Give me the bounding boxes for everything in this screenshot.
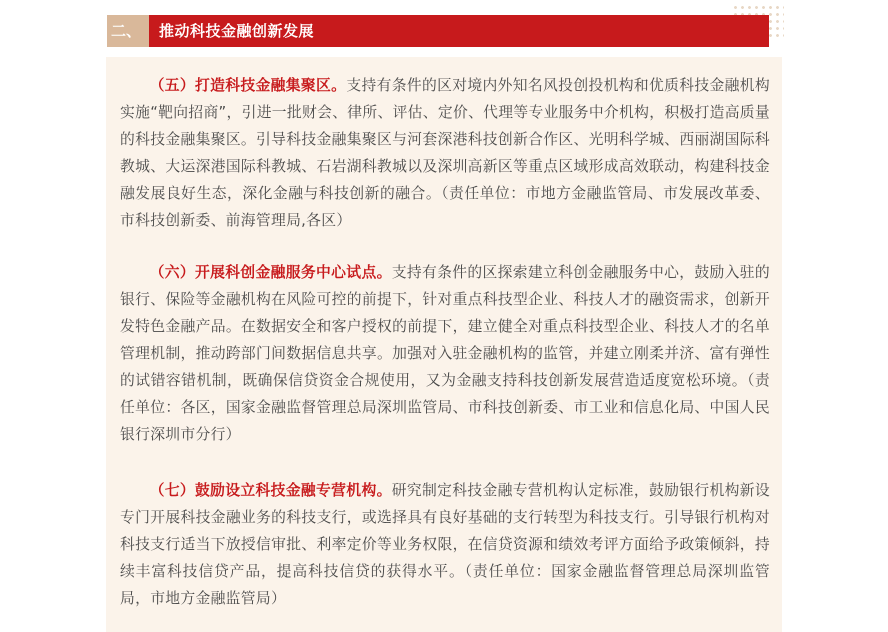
paragraph-lead: （七）鼓励设立科技金融专营机构。 (149, 482, 392, 499)
section-header (107, 15, 769, 47)
section-number: 二、 (111, 22, 142, 40)
paragraph-7 (120, 477, 770, 612)
paragraph-lead: （六）开展科创金融服务中心试点。 (149, 264, 392, 281)
paragraph-body: 支持有条件的区对境内外知名风投创投机构和优质科技金融机构实施“靶向招商”，引进一批财会、律所、评估、定价、代理等专业服务中介机构，积极打造高质量的科技金融集聚区。引导科技金融集聚区与河套深港科技创新合作区、光明科学城、西丽湖国际科教城、大运深港国际科教城、石岩湖科教城以及深圳高新区等重点区域形成高效联动，构建科技金融发展良好生态，深化金融与科技创新的融合。（责任单位：市地方金融监管局、市发展改革委、市科技创新委、前海管理局,各区） (120, 77, 771, 229)
paragraph-lead: （五）打造科技金融集聚区。 (149, 77, 347, 94)
paragraph-6 (120, 259, 770, 448)
paragraph-body: 研究制定科技金融专营机构认定标准，鼓励银行机构新设专门开展科技金融业务的科技支行，或选择具有良好基础的支行转型为科技支行。引导银行机构对科技支行适当下放授信审批、利率定价等业务权限，在信贷资源和绩效考评方面给予政策倾斜，持续丰富科技信贷产品，提高科技信贷的获得水平。（责任单位：国家金融监督管理总局深圳监管局，市地方金融监管局） (120, 482, 770, 607)
section-title: 推动科技金融创新发展 (159, 22, 315, 40)
paragraph-5 (120, 72, 770, 234)
paragraph-body: 支持有条件的区探索建立科创金融服务中心，鼓励入驻的银行、保险等金融机构在风险可控的前提下，针对重点科技型企业、科技人才的融资需求，创新开发特色金融产品。在数据安全和客户授权的前提下，建立健全对重点科技型企业、科技人才的名单管理机制，推动跨部门间数据信息共享。加强对入驻金融机构的监管，并建立刚柔并济、富有弹性的试错容错机制，既确保信贷资金合规使用，又为金融支持科技创新发展营造适度宽松环境。（责任单位：各区，国家金融监督管理总局深圳监管局、市科技创新委、市工业和信息化局、中国人民银行深圳市分行） (120, 264, 770, 443)
